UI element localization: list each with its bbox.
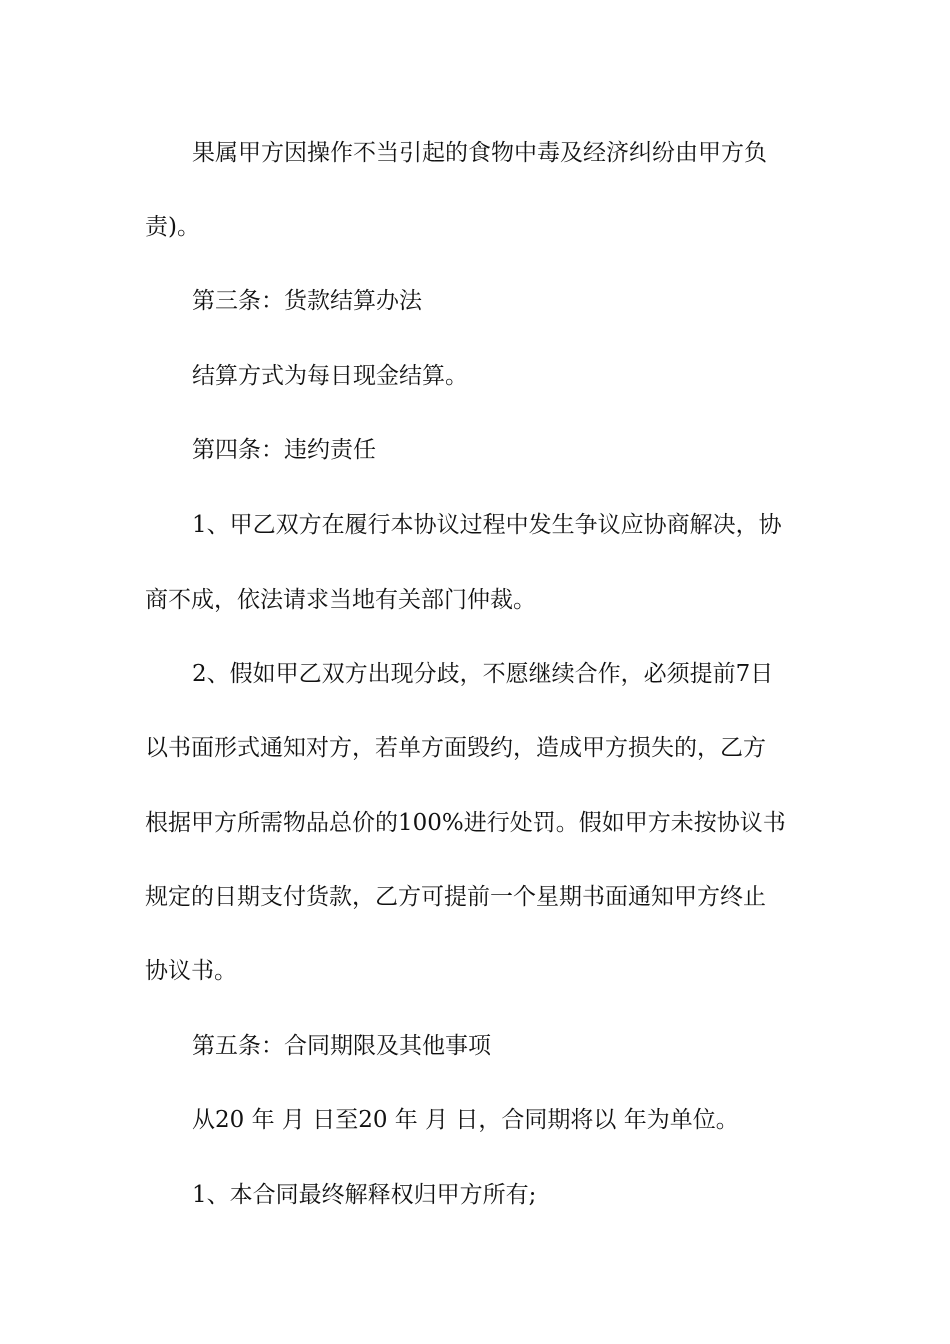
text-line: 1、甲乙双方在履行本协议过程中发生争议应协商解决，协	[192, 512, 782, 538]
text-line: 商不成，依法请求当地有关部门仲裁。	[145, 587, 536, 613]
text-line: 从20 年 月 日至20 年 月 日，合同期将以 年为单位。	[192, 1107, 739, 1133]
text-line: 果属甲方因操作不当引起的食物中毒及经济纠纷由甲方负	[192, 140, 767, 166]
text-line: 结算方式为每日现金结算。	[192, 363, 468, 389]
text-line: 协议书。	[145, 958, 237, 984]
text-line: 1、本合同最终解释权归甲方所有;	[192, 1182, 537, 1208]
section-heading: 第四条：违约责任	[192, 437, 376, 463]
text-line: 以书面形式通知对方，若单方面毁约，造成甲方损失的，乙方	[145, 735, 766, 761]
text-line: 2、假如甲乙双方出现分歧，不愿继续合作，必须提前7日	[192, 661, 774, 687]
section-heading: 第五条：合同期限及其他事项	[192, 1033, 491, 1059]
section-heading: 第三条：货款结算办法	[192, 288, 422, 314]
text-line: 规定的日期支付货款，乙方可提前一个星期书面通知甲方终止	[145, 884, 766, 910]
text-line: 责)。	[145, 214, 200, 240]
text-line: 根据甲方所需物品总价的100%进行处罚。假如甲方未按协议书	[145, 810, 786, 836]
